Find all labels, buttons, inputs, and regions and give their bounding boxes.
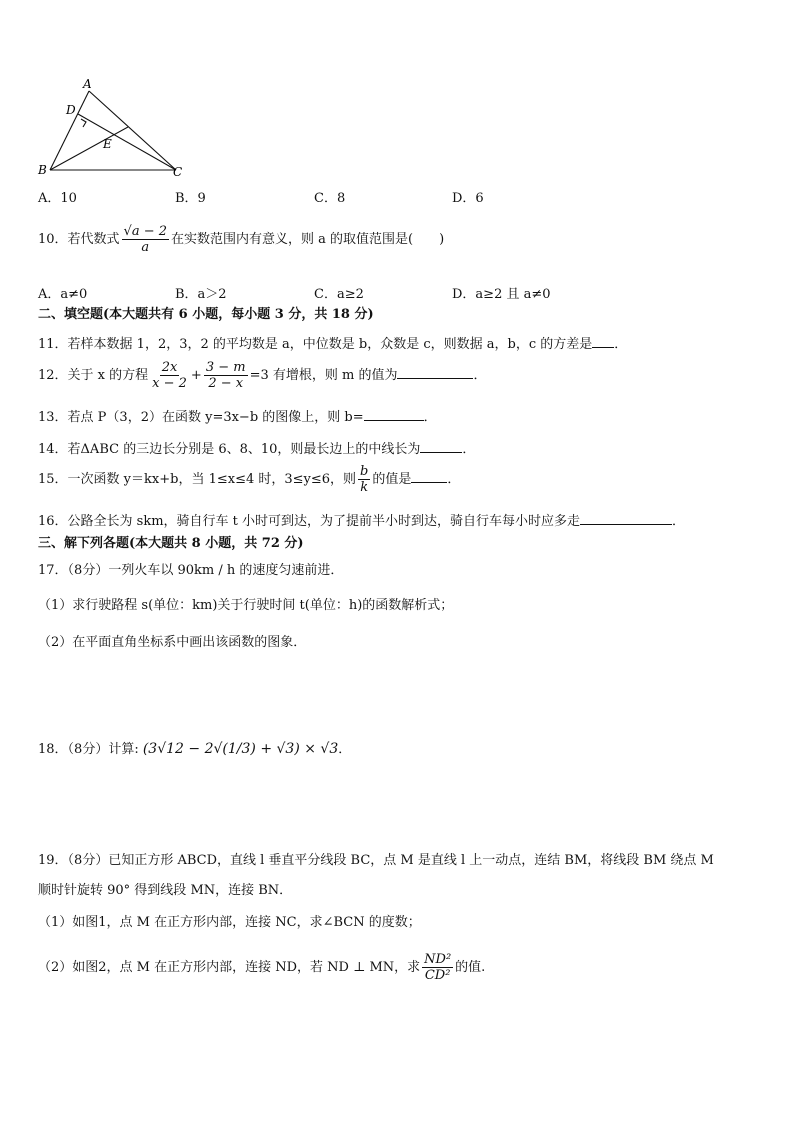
- q17-part-1: （1）求行驶路程 s(单位：km)关于行驶时间 t(单位：h)的函数解析式；: [38, 598, 454, 613]
- q9-option-c: C．8: [314, 191, 346, 206]
- q18-prefix: 18．（8分）计算:: [38, 742, 139, 757]
- q15-suffix: 的值是: [372, 472, 412, 487]
- q10-fraction-den: a: [141, 240, 150, 255]
- q12-f1-den: x − 2: [152, 376, 187, 391]
- question-13: [38, 406, 437, 427]
- q11-blank: [592, 333, 614, 348]
- q10-fraction: [122, 224, 169, 255]
- q14-end: ．: [462, 442, 476, 457]
- q9-option-b: B．9: [175, 191, 206, 206]
- q9-option-d: D．6: [452, 191, 484, 206]
- question-14: [38, 438, 475, 459]
- segment-ac: [89, 91, 176, 170]
- q13-blank: [364, 406, 424, 421]
- triangle-figure: [30, 76, 190, 178]
- segment-dc: [78, 114, 176, 170]
- q18-end: ．: [338, 742, 352, 757]
- segment-be: [50, 127, 128, 170]
- q10-option-c: C．a≥2: [314, 287, 364, 302]
- question-11: [38, 333, 627, 354]
- q11-end: ．: [614, 337, 628, 352]
- q19-line-2: 顺时针旋转 90° 得到线段 MN，连接 BN．: [38, 883, 293, 898]
- question-10: [38, 224, 444, 255]
- q11-text: 11．若样本数据 1，2，3，2 的平均数是 a，中位数是 b，众数是 c，则数据 a，b，c 的方差是: [38, 337, 593, 352]
- q19-fraction: [422, 952, 453, 983]
- q16-text: 16．公路全长为 skm，骑自行车 t 小时可到达，为了提前半小时到达，骑自行车每小时应多走: [38, 514, 581, 529]
- q14-blank: [420, 438, 462, 453]
- q10-option-a: A．a≠0: [38, 287, 88, 302]
- label-d: D: [66, 103, 76, 117]
- q13-end: ．: [423, 410, 437, 425]
- label-c: C: [173, 165, 183, 178]
- q19-f-den: CD²: [424, 968, 451, 983]
- question-15: [38, 464, 460, 495]
- q10-option-b: B．a＞2: [175, 287, 227, 302]
- q10-option-d: D．a≥2 且 a≠0: [452, 287, 551, 302]
- q19-part-1: （1）如图1，点 M 在正方形内部，连接 NC，求∠BCN 的度数；: [38, 915, 421, 930]
- q16-end: ．: [672, 514, 686, 529]
- q19-p2-prefix: （2）如图2，点 M 在正方形内部，连接 ND，若 ND ⊥ MN，求: [38, 960, 421, 975]
- q12-end: ．: [473, 368, 487, 383]
- q15-f-den: k: [360, 480, 369, 495]
- question-12: [38, 360, 486, 391]
- q15-prefix: 15．一次函数 y＝kx+b，当 1≤x≤4 时，3≤y≤6，则: [38, 472, 357, 487]
- q19-p2-suffix: 的值.: [455, 960, 486, 975]
- q10-suffix: 在实数范围内有意义，则 a 的取值范围是( ): [171, 232, 445, 247]
- label-a: A: [83, 77, 92, 91]
- q16-blank: [580, 510, 672, 525]
- q12-f1-num: 2x: [161, 360, 178, 375]
- section-2-title: 二、填空题(本大题共有 6 小题，每小题 3 分，共 18 分): [38, 307, 374, 322]
- q15-end: ．: [447, 472, 461, 487]
- q15-blank: [411, 468, 447, 483]
- q12-suffix: =3 有增根，则 m 的值为: [249, 368, 398, 383]
- q19-line-1: 19．（8分）已知正方形 ABCD，直线 l 垂直平分线段 BC，点 M 是直线 l 上一动点，连结 BM，将线段 BM 绕点 M: [38, 853, 714, 868]
- label-e: E: [103, 137, 112, 151]
- q19-part-2: [38, 952, 485, 983]
- q12-fraction-1: [150, 360, 189, 391]
- q17-part-2: （2）在平面直角坐标系中画出该函数的图象．: [38, 635, 307, 650]
- q17-stem: 17．（8分）一列火车以 90km / h 的速度匀速前进．: [38, 563, 344, 578]
- q14-text: 14．若ΔABC 的三边长分别是 6、8、10，则最长边上的中线长为: [38, 442, 421, 457]
- question-18: [38, 740, 351, 759]
- q13-text: 13．若点 P（3，2）在函数 y=3x−b 的图像上，则 b=: [38, 410, 364, 425]
- q9-option-a: A．10: [38, 191, 77, 206]
- q19-f-num: ND²: [424, 952, 452, 967]
- label-b: B: [38, 163, 47, 177]
- q12-f2-num: 3 − m: [205, 360, 246, 375]
- q15-f-num: b: [360, 464, 369, 479]
- q12-f2-den: 2 − x: [208, 376, 244, 391]
- q12-blank: [397, 364, 473, 379]
- q18-expression: (3√12 − 2√(1/3) + √3) × √3: [142, 741, 339, 757]
- q10-prefix: 10．若代数式: [38, 232, 120, 247]
- right-angle-mark: [81, 119, 86, 127]
- q12-fraction-2: [204, 360, 248, 391]
- q10-fraction-num: √a − 2: [123, 224, 168, 239]
- q12-plus: +: [190, 368, 202, 383]
- q12-prefix: 12．关于 x 的方程: [38, 368, 149, 383]
- q15-fraction: [358, 464, 370, 495]
- question-16: [38, 510, 685, 531]
- section-3-title: 三、解下列各题(本大题共 8 小题，共 72 分): [38, 536, 304, 551]
